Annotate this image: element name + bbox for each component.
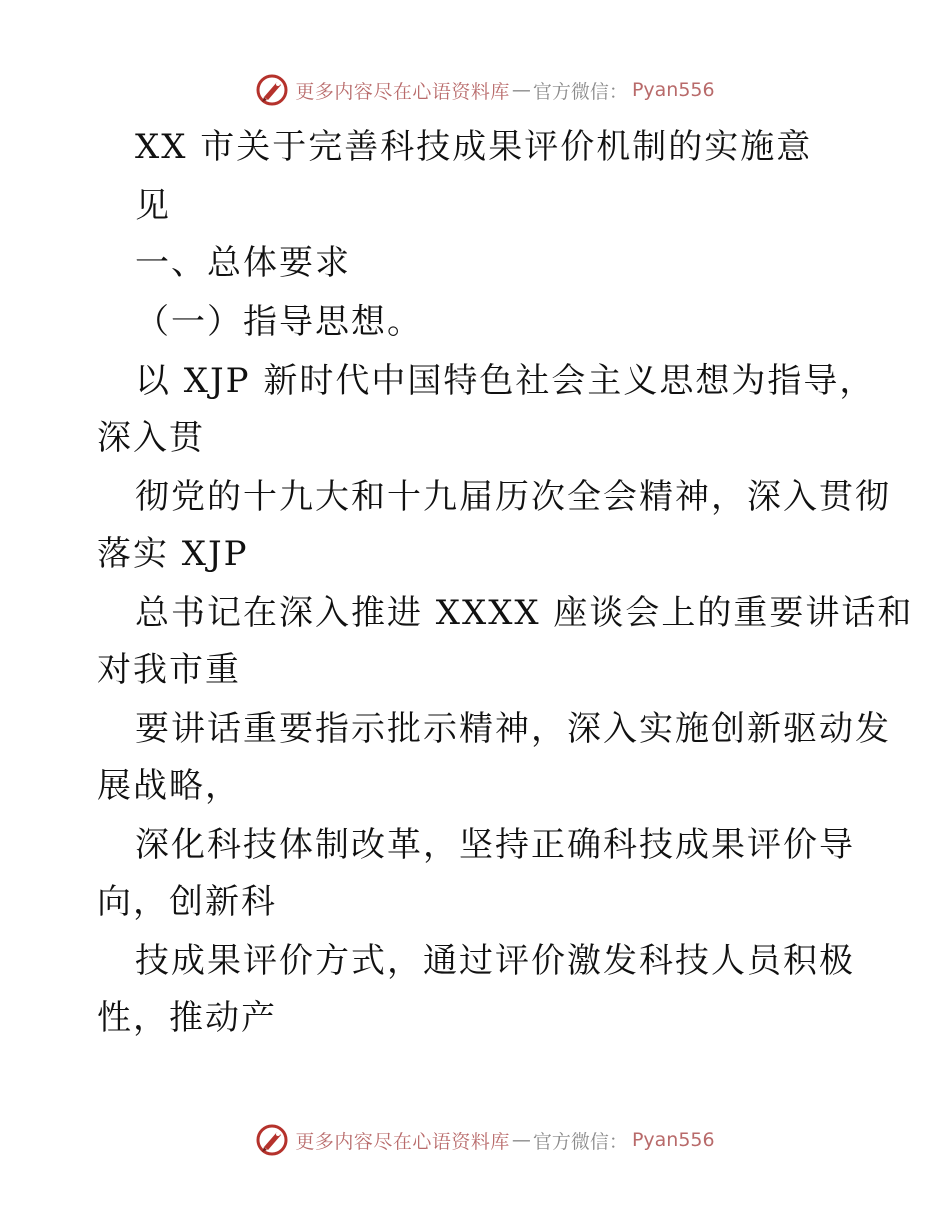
banner-wechat-id: Pyan556 — [631, 79, 715, 101]
paragraph-line: 技成果评价方式，通过评价激发科技人员积极 — [135, 941, 855, 981]
paragraph-line: 以 XJP 新时代中国特色社会主义思想为指导， — [135, 361, 876, 401]
banner-wechat-id: Pyan556 — [631, 1129, 715, 1151]
pen-logo-icon — [255, 1123, 289, 1157]
banner-separator: — — [511, 79, 531, 101]
paragraph-line: 要讲话重要指示批示精神，深入实施创新驱动发 — [135, 709, 891, 749]
document-title-continued: 见 — [135, 186, 171, 226]
paragraph-line: 展战略， — [97, 766, 241, 806]
paragraph-line: 性，推动产 — [97, 998, 277, 1038]
subsection-heading: （一）指导思想。 — [135, 302, 423, 342]
banner-wechat-label: 官方微信： — [532, 1130, 628, 1153]
paragraph-line: 向，创新科 — [97, 882, 277, 922]
paragraph-line: 落实 XJP — [97, 534, 249, 574]
banner-text: 更多内容尽在心语资料库 — [295, 80, 510, 103]
document-title: XX 市关于完善科技成果评价机制的实施意 — [135, 127, 813, 167]
paragraph-line: 彻党的十九大和十九届历次全会精神，深入贯彻 — [135, 477, 891, 517]
paragraph-line: 对我市重 — [97, 650, 241, 690]
pen-logo-icon — [255, 73, 289, 107]
banner-wechat-label: 官方微信： — [532, 80, 628, 103]
paragraph-line: 总书记在深入推进 XXXX 座谈会上的重要讲话和 — [135, 593, 914, 633]
footer-watermark-banner — [0, 1120, 950, 1160]
paragraph-line: 深化科技体制改革，坚持正确科技成果评价导 — [135, 825, 855, 865]
header-watermark-banner — [0, 70, 950, 110]
paragraph-line: 深入贯 — [97, 418, 205, 458]
banner-text: 更多内容尽在心语资料库 — [295, 1130, 510, 1153]
section-heading: 一、总体要求 — [135, 243, 351, 283]
banner-separator: — — [511, 1129, 531, 1151]
